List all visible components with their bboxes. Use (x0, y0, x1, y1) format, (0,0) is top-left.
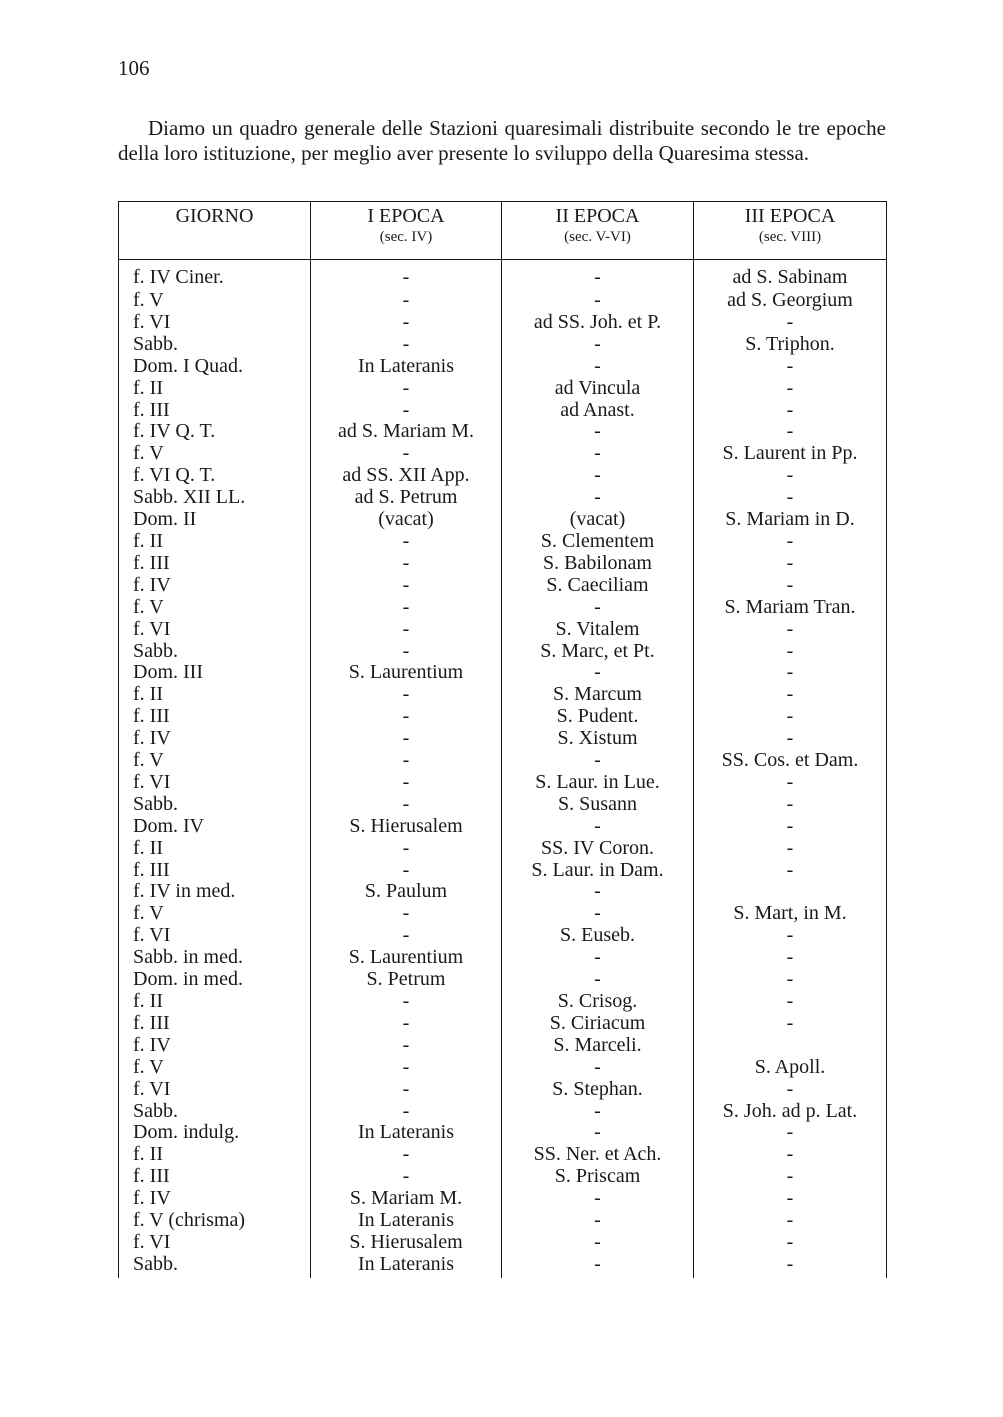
cell-giorno: f. II (119, 991, 311, 1013)
cell-epoca-2: S. Priscam (502, 1166, 694, 1188)
table-row (119, 509, 887, 531)
cell-giorno: f. II (119, 1144, 311, 1166)
table-row (119, 1079, 887, 1101)
cell-epoca-1: - (311, 1057, 502, 1079)
cell-epoca-3: - (694, 838, 887, 860)
cell-epoca-2: - (502, 1188, 694, 1210)
cell-epoca-2: (vacat) (502, 509, 694, 531)
cell-epoca-2: - (502, 1057, 694, 1079)
table-row (119, 531, 887, 553)
cell-epoca-1: S. Mariam M. (311, 1188, 502, 1210)
cell-epoca-1: - (311, 400, 502, 422)
cell-giorno: f. II (119, 378, 311, 400)
table-row (119, 684, 887, 706)
cell-epoca-1: In Lateranis (311, 1254, 502, 1278)
cell-epoca-1: S. Paulum (311, 881, 502, 903)
cell-epoca-3: - (694, 400, 887, 422)
table-row (119, 421, 887, 443)
table-row (119, 881, 887, 903)
cell-epoca-1: - (311, 1166, 502, 1188)
cell-epoca-1: - (311, 553, 502, 575)
cell-epoca-1: - (311, 290, 502, 312)
table-row (119, 816, 887, 838)
table-row (119, 860, 887, 882)
cell-epoca-3: - (694, 1210, 887, 1232)
cell-giorno: f. VI (119, 772, 311, 794)
cell-giorno: Sabb. (119, 1254, 311, 1278)
cell-epoca-1: - (311, 925, 502, 947)
cell-giorno: f. V (119, 443, 311, 465)
table-row (119, 312, 887, 334)
cell-giorno: Sabb. XII LL. (119, 487, 311, 509)
page-number: 106 (118, 56, 150, 80)
table-row (119, 553, 887, 575)
cell-epoca-2: S. Marceli. (502, 1035, 694, 1057)
table-row (119, 290, 887, 312)
cell-giorno: f. III (119, 1013, 311, 1035)
cell-epoca-1: - (311, 772, 502, 794)
cell-giorno: f. II (119, 684, 311, 706)
cell-epoca-3: - (694, 991, 887, 1013)
table-row (119, 641, 887, 663)
cell-giorno: Dom. II (119, 509, 311, 531)
table-row (119, 794, 887, 816)
cell-epoca-1: - (311, 838, 502, 860)
cell-giorno: f. III (119, 706, 311, 728)
cell-epoca-3: - (694, 969, 887, 991)
cell-giorno: f. VI (119, 925, 311, 947)
header-giorno (119, 202, 311, 260)
cell-giorno: f. IV (119, 575, 311, 597)
cell-epoca-2: - (502, 750, 694, 772)
cell-epoca-1: - (311, 264, 502, 290)
cell-giorno: f. IV Q. T. (119, 421, 311, 443)
cell-epoca-1: - (311, 378, 502, 400)
cell-epoca-1: S. Hierusalem (311, 816, 502, 838)
table-row (119, 991, 887, 1013)
cell-epoca-1: - (311, 1013, 502, 1035)
table-row (119, 1035, 887, 1057)
table-row (119, 400, 887, 422)
cell-giorno: f. IV Ciner. (119, 264, 311, 290)
cell-epoca-3: S. Mariam in D. (694, 509, 887, 531)
cell-epoca-3: - (694, 575, 887, 597)
cell-epoca-3: S. Apoll. (694, 1057, 887, 1079)
table-row (119, 619, 887, 641)
cell-giorno: Dom. in med. (119, 969, 311, 991)
cell-epoca-1: - (311, 641, 502, 663)
table-row (119, 264, 887, 290)
cell-epoca-2: S. Susann (502, 794, 694, 816)
cell-epoca-3: - (694, 531, 887, 553)
cell-epoca-2: - (502, 597, 694, 619)
table-row (119, 1188, 887, 1210)
cell-epoca-2: - (502, 1254, 694, 1278)
cell-epoca-2: S. Xistum (502, 728, 694, 750)
table-row (119, 706, 887, 728)
cell-epoca-3: - (694, 947, 887, 969)
table-header (119, 202, 887, 260)
cell-epoca-2: S. Laur. in Lue. (502, 772, 694, 794)
cell-epoca-3: ad S. Georgium (694, 290, 887, 312)
cell-epoca-2: S. Euseb. (502, 925, 694, 947)
cell-epoca-1: In Lateranis (311, 1210, 502, 1232)
cell-epoca-2: S. Stephan. (502, 1079, 694, 1101)
table-row (119, 443, 887, 465)
cell-epoca-2: S. Pudent. (502, 706, 694, 728)
cell-epoca-1: - (311, 706, 502, 728)
cell-giorno: f. V (119, 903, 311, 925)
table-row (119, 334, 887, 356)
cell-epoca-1: - (311, 750, 502, 772)
cell-giorno: f. V (119, 750, 311, 772)
table-body (119, 260, 887, 1278)
cell-epoca-2: S. Babilonam (502, 553, 694, 575)
table-row (119, 1013, 887, 1035)
cell-epoca-1: - (311, 312, 502, 334)
cell-epoca-3: - (694, 641, 887, 663)
cell-epoca-3: - (694, 1232, 887, 1254)
cell-giorno: f. VI (119, 1079, 311, 1101)
cell-epoca-1: - (311, 1144, 502, 1166)
cell-giorno: Dom. I Quad. (119, 356, 311, 378)
cell-epoca-2: - (502, 1232, 694, 1254)
cell-epoca-2: S. Crisog. (502, 991, 694, 1013)
table-row (119, 969, 887, 991)
cell-epoca-3: S. Triphon. (694, 334, 887, 356)
table-row (119, 465, 887, 487)
cell-giorno: Dom. IV (119, 816, 311, 838)
cell-epoca-2: - (502, 264, 694, 290)
cell-epoca-3: - (694, 662, 887, 684)
header-epoca-2 (502, 202, 694, 260)
header-subtitle: (sec. VIII) (758, 229, 822, 245)
cell-giorno: f. V (chrisma) (119, 1210, 311, 1232)
cell-epoca-1: ad S. Mariam M. (311, 421, 502, 443)
cell-epoca-1: - (311, 903, 502, 925)
cell-epoca-1: - (311, 334, 502, 356)
cell-epoca-2: - (502, 1210, 694, 1232)
stations-table-container (118, 201, 886, 1278)
cell-epoca-3: - (694, 312, 887, 334)
cell-epoca-3: - (694, 728, 887, 750)
cell-epoca-3: - (694, 465, 887, 487)
header-title: I EPOCA (367, 205, 445, 227)
cell-epoca-3: - (694, 794, 887, 816)
cell-epoca-2: ad SS. Joh. et P. (502, 312, 694, 334)
cell-epoca-2: - (502, 903, 694, 925)
table-row (119, 750, 887, 772)
cell-epoca-3: - (694, 1144, 887, 1166)
cell-epoca-3: - (694, 925, 887, 947)
stations-table (118, 201, 887, 1278)
header-epoca-3 (694, 202, 887, 260)
cell-epoca-3: S. Mart, in M. (694, 903, 887, 925)
cell-epoca-3: - (694, 860, 887, 882)
cell-epoca-3: - (694, 816, 887, 838)
cell-giorno: Sabb. (119, 794, 311, 816)
cell-epoca-1: ad SS. XII App. (311, 465, 502, 487)
cell-epoca-3: - (694, 1188, 887, 1210)
table-row (119, 1101, 887, 1123)
cell-epoca-1: - (311, 728, 502, 750)
cell-giorno: f. VI (119, 619, 311, 641)
cell-epoca-2: ad Anast. (502, 400, 694, 422)
cell-epoca-3: - (694, 684, 887, 706)
cell-epoca-1: S. Laurentium (311, 947, 502, 969)
cell-giorno: f. II (119, 531, 311, 553)
cell-giorno: Sabb. (119, 334, 311, 356)
cell-giorno: f. VI (119, 1232, 311, 1254)
table-row (119, 1232, 887, 1254)
cell-giorno: f. III (119, 860, 311, 882)
header-subtitle: (sec. V-VI) (564, 229, 631, 245)
cell-giorno: f. VI (119, 312, 311, 334)
cell-giorno: Sabb. in med. (119, 947, 311, 969)
table-row (119, 487, 887, 509)
cell-epoca-1: - (311, 860, 502, 882)
table-row (119, 356, 887, 378)
cell-epoca-3: - (694, 1254, 887, 1278)
cell-epoca-3: - (694, 1013, 887, 1035)
cell-giorno: f. IV (119, 1035, 311, 1057)
cell-giorno: Sabb. (119, 641, 311, 663)
cell-epoca-3: - (694, 487, 887, 509)
cell-epoca-2: - (502, 947, 694, 969)
cell-giorno: f. V (119, 1057, 311, 1079)
cell-epoca-3: - (694, 421, 887, 443)
cell-epoca-1: - (311, 1079, 502, 1101)
cell-epoca-3: - (694, 356, 887, 378)
table-row (119, 1254, 887, 1278)
header-epoca-1 (311, 202, 502, 260)
cell-epoca-1: - (311, 1101, 502, 1123)
header-title: GIORNO (175, 205, 254, 227)
cell-giorno: Dom. indulg. (119, 1122, 311, 1144)
cell-giorno: f. IV in med. (119, 881, 311, 903)
cell-epoca-2: SS. IV Coron. (502, 838, 694, 860)
table-row (119, 947, 887, 969)
cell-epoca-1: - (311, 794, 502, 816)
cell-giorno: f. IV (119, 728, 311, 750)
cell-giorno: f. VI Q. T. (119, 465, 311, 487)
cell-epoca-1: - (311, 597, 502, 619)
cell-epoca-3: - (694, 378, 887, 400)
cell-epoca-2: SS. Ner. et Ach. (502, 1144, 694, 1166)
table-row (119, 1166, 887, 1188)
cell-giorno: f. III (119, 553, 311, 575)
cell-epoca-1: - (311, 1035, 502, 1057)
table-row (119, 575, 887, 597)
cell-epoca-2: - (502, 816, 694, 838)
cell-giorno: Sabb. (119, 1101, 311, 1123)
cell-epoca-1: In Lateranis (311, 356, 502, 378)
cell-epoca-1: - (311, 575, 502, 597)
cell-epoca-2: - (502, 487, 694, 509)
cell-giorno: f. V (119, 597, 311, 619)
cell-epoca-3: S. Joh. ad p. Lat. (694, 1101, 887, 1123)
cell-epoca-2: - (502, 1101, 694, 1123)
cell-giorno: f. III (119, 1166, 311, 1188)
cell-giorno: f. IV (119, 1188, 311, 1210)
table-row (119, 597, 887, 619)
cell-epoca-3 (694, 881, 887, 903)
table-row (119, 925, 887, 947)
cell-epoca-3: SS. Cos. et Dam. (694, 750, 887, 772)
cell-epoca-1: - (311, 619, 502, 641)
cell-epoca-2: S. Marcum (502, 684, 694, 706)
table-row (119, 378, 887, 400)
cell-epoca-2: - (502, 421, 694, 443)
cell-epoca-3: - (694, 1166, 887, 1188)
cell-epoca-3: - (694, 619, 887, 641)
cell-epoca-1: - (311, 443, 502, 465)
header-subtitle: (sec. IV) (379, 229, 433, 245)
intro-paragraph: Diamo un quadro generale delle Stazioni quaresimali distribuite secondo le tre epoche della loro istituzione, per meglio aver presente lo sviluppo della Quaresima stessa. (118, 116, 886, 165)
cell-epoca-3: ad S. Sabinam (694, 264, 887, 290)
table-row (119, 772, 887, 794)
cell-epoca-3 (694, 1035, 887, 1057)
table-row (119, 662, 887, 684)
cell-epoca-2: S. Laur. in Dam. (502, 860, 694, 882)
cell-epoca-2: - (502, 334, 694, 356)
cell-epoca-3: S. Mariam Tran. (694, 597, 887, 619)
cell-epoca-2: - (502, 465, 694, 487)
cell-epoca-2: S. Marc, et Pt. (502, 641, 694, 663)
cell-epoca-3: - (694, 1122, 887, 1144)
cell-epoca-1: S. Laurentium (311, 662, 502, 684)
header-title: III EPOCA (744, 205, 836, 227)
cell-epoca-1: - (311, 991, 502, 1013)
cell-epoca-2: - (502, 356, 694, 378)
cell-epoca-1: (vacat) (311, 509, 502, 531)
cell-epoca-2: ad Vincula (502, 378, 694, 400)
cell-epoca-3: - (694, 706, 887, 728)
cell-epoca-1: S. Petrum (311, 969, 502, 991)
table-row (119, 838, 887, 860)
cell-epoca-2: S. Caeciliam (502, 575, 694, 597)
cell-epoca-2: - (502, 881, 694, 903)
cell-epoca-2: S. Clementem (502, 531, 694, 553)
cell-epoca-2: - (502, 969, 694, 991)
cell-epoca-3: - (694, 553, 887, 575)
table-row (119, 728, 887, 750)
cell-giorno: f. II (119, 838, 311, 860)
cell-epoca-2: - (502, 662, 694, 684)
cell-epoca-1: In Lateranis (311, 1122, 502, 1144)
cell-epoca-2: S. Vitalem (502, 619, 694, 641)
cell-epoca-3: S. Laurent in Pp. (694, 443, 887, 465)
cell-epoca-2: - (502, 290, 694, 312)
cell-epoca-1: - (311, 531, 502, 553)
cell-epoca-2: S. Ciriacum (502, 1013, 694, 1035)
table-row (119, 1144, 887, 1166)
cell-epoca-1: - (311, 684, 502, 706)
table-row (119, 1122, 887, 1144)
cell-epoca-3: - (694, 1079, 887, 1101)
table-row (119, 1057, 887, 1079)
table-row (119, 903, 887, 925)
cell-epoca-2: - (502, 443, 694, 465)
table-row (119, 1210, 887, 1232)
cell-epoca-3: - (694, 772, 887, 794)
header-title: II EPOCA (555, 205, 640, 227)
cell-giorno: f. V (119, 290, 311, 312)
cell-giorno: Dom. III (119, 662, 311, 684)
cell-epoca-1: ad S. Petrum (311, 487, 502, 509)
cell-epoca-1: S. Hierusalem (311, 1232, 502, 1254)
cell-epoca-2: - (502, 1122, 694, 1144)
cell-giorno: f. III (119, 400, 311, 422)
